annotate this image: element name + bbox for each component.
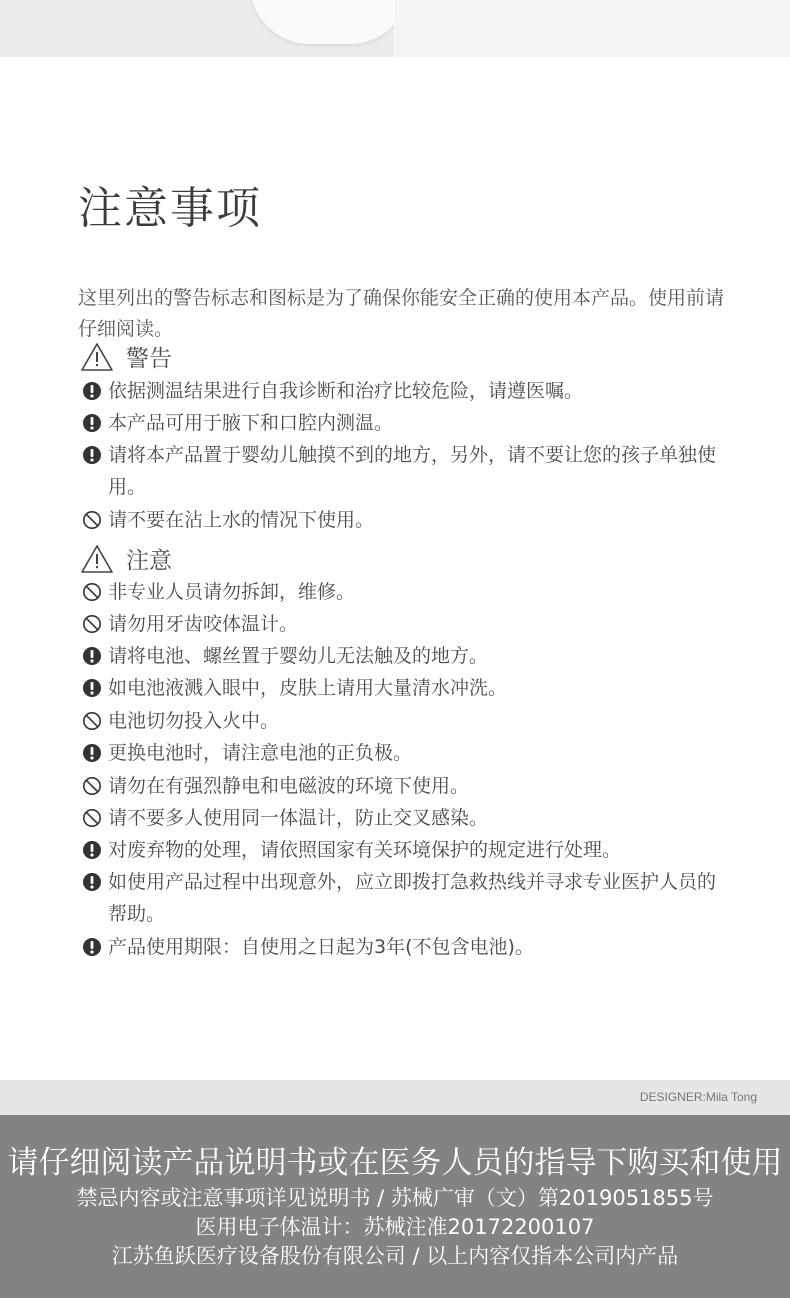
caution-item-text: 如使用产品过程中出现意外，应立即拨打急救热线并寻求专业医护人员的帮助。 (108, 871, 717, 925)
exclamation-icon (82, 381, 102, 401)
warning-item-text: 本产品可用于腋下和口腔内测温。 (108, 412, 394, 434)
exclamation-icon (82, 937, 102, 957)
caution-item (82, 834, 722, 866)
caution-item-text: 对废弃物的处理，请依照国家有关环境保护的规定进行处理。 (108, 839, 622, 861)
caution-item-text: 请勿用牙齿咬体温计。 (108, 613, 299, 635)
footer-notice (0, 1115, 790, 1298)
footer-line-2: 医用电子体温计：苏械注准20172200107 (195, 1215, 595, 1239)
prohibited-icon (82, 776, 102, 796)
caution-item-text: 产品使用期限：自使用之日起为3年(不包含电池)。 (108, 936, 534, 958)
exclamation-icon (82, 840, 102, 860)
caution-item (82, 608, 722, 640)
prohibited-icon (82, 510, 102, 530)
exclamation-icon (82, 413, 102, 433)
footer-line-1: 禁忌内容或注意事项详见说明书 / 苏械广审（文）第2019051855号 (76, 1186, 714, 1210)
caution-item (82, 931, 722, 963)
page-title: 注意事项 (78, 183, 262, 234)
warning-item (82, 439, 722, 503)
caution-item-text: 如电池液溅入眼中，皮肤上请用大量清水冲洗。 (108, 677, 508, 699)
exclamation-icon (82, 646, 102, 666)
exclamation-icon (82, 678, 102, 698)
exclamation-icon (82, 445, 102, 465)
intro-text: 这里列出的警告标志和图标是为了确保你能安全正确的使用本产品。使用前请仔细阅读。 (78, 287, 725, 340)
caution-item-text: 电池切勿投入火中。 (108, 710, 280, 732)
caution-item (82, 770, 722, 802)
caution-item (82, 672, 722, 704)
product-photo-left (0, 0, 394, 57)
prohibited-icon (82, 808, 102, 828)
warning-item-text: 请不要在沾上水的情况下使用。 (108, 509, 375, 531)
exclamation-icon (82, 743, 102, 763)
caution-item-text: 更换电池时，请注意电池的正负极。 (108, 742, 413, 764)
caution-item (82, 576, 722, 608)
warning-item (82, 375, 722, 407)
caution-item-text: 请不要多人使用同一体温计，防止交叉感染。 (108, 807, 489, 829)
footer-line-3: 江苏鱼跃医疗设备股份有限公司 / 以上内容仅指本公司内产品 (111, 1244, 679, 1268)
warning-item (82, 407, 722, 439)
caution-heading-label: 注意 (126, 548, 172, 574)
caution-triangle-icon (80, 544, 114, 574)
prohibited-icon (82, 582, 102, 602)
warning-heading-label: 警告 (126, 346, 172, 372)
warning-triangle-icon (80, 342, 114, 372)
footer-main-notice: 请仔细阅读产品说明书或在医务人员的指导下购买和使用 (7, 1145, 783, 1181)
exclamation-icon (82, 872, 102, 892)
warning-item-text: 依据测温结果进行自我诊断和治疗比较危险，请遵医嘱。 (108, 380, 584, 402)
designer-bar (0, 1080, 790, 1115)
caution-item (82, 640, 722, 672)
warning-item (82, 504, 722, 536)
caution-item (82, 737, 722, 769)
caution-item (82, 866, 722, 930)
caution-heading (80, 542, 172, 575)
warning-heading (80, 340, 172, 373)
caution-item-text: 非专业人员请勿拆卸，维修。 (108, 581, 356, 603)
caution-item (82, 705, 722, 737)
caution-item-text: 请将电池、螺丝置于婴幼儿无法触及的地方。 (108, 645, 489, 667)
product-photo-right (395, 0, 790, 57)
prohibited-icon (82, 614, 102, 634)
caution-item-text: 请勿在有强烈静电和电磁波的环境下使用。 (108, 775, 470, 797)
prohibited-icon (82, 711, 102, 731)
top-image-strip (0, 0, 790, 57)
designer-credit: DESIGNER:Mila Tong (639, 1090, 757, 1104)
caution-item (82, 802, 722, 834)
warning-item-text: 请将本产品置于婴幼儿触摸不到的地方，另外，请不要让您的孩子单独使用。 (108, 444, 717, 498)
